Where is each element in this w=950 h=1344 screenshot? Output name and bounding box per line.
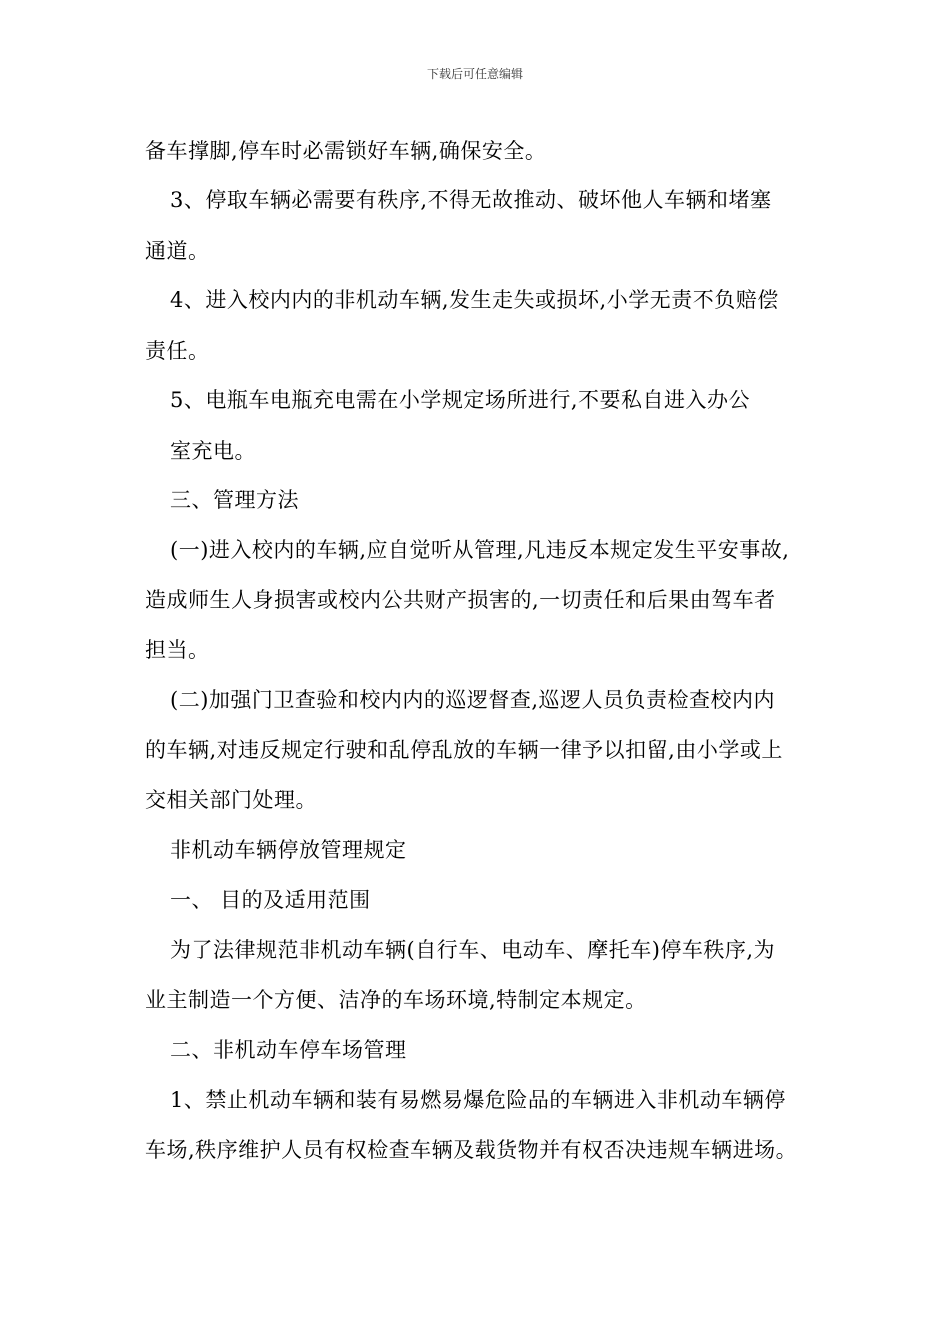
body-line-2: 3、停取车辆必需要有秩序,不得无故推动、破坏他人车辆和堵塞 [170, 188, 772, 212]
body-line-20: 1、禁止机动车辆和装有易燃易爆危险品的车辆进入非机动车辆停 [170, 1088, 786, 1112]
section-heading-management: 三、管理方法 [170, 488, 299, 512]
body-line-14: 交相关部门处理。 [145, 788, 317, 812]
document-title: 非机动车辆停放管理规定 [170, 838, 407, 862]
section-heading-purpose: 一、 目的及适用范围 [170, 888, 371, 912]
body-line-5: 责任。 [145, 339, 210, 363]
body-line-12: (二)加强门卫查验和校内内的巡逻督查,巡逻人员负责检查校内内 [170, 688, 776, 712]
section-heading-parking: 二、非机动车停车场管理 [170, 1038, 407, 1062]
body-line-1: 备车撑脚,停车时必需锁好车辆,确保安全。 [145, 139, 547, 163]
body-line-13: 的车辆,对违反规定行驶和乱停乱放的车辆一律予以扣留,由小学或上 [145, 738, 783, 762]
body-line-10: 造成师生人身损害或校内公共财产损害的,一切责任和后果由驾车者 [145, 588, 776, 612]
body-line-18: 业主制造一个方便、洁净的车场环境,特制定本规定。 [145, 988, 647, 1012]
body-line-11: 担当。 [145, 638, 210, 662]
body-line-4: 4、进入校内内的非机动车辆,发生走失或损坏,小学无责不负赔偿 [170, 288, 779, 312]
body-line-6: 5、电瓶车电瓶充电需在小学规定场所进行,不要私自进入办公 [170, 388, 751, 412]
page-header: 下载后可任意编辑 [426, 67, 523, 81]
body-line-7: 室充电。 [170, 439, 256, 463]
body-line-17: 为了法律规范非机动车辆(自行车、电动车、摩托车)停车秩序,为 [170, 938, 776, 962]
body-line-21: 车场,秩序维护人员有权检查车辆及载货物并有权否决违规车辆进场。 [145, 1138, 798, 1162]
body-line-9: (一)进入校内的车辆,应自觉听从管理,凡违反本规定发生平安事故, [170, 538, 790, 562]
body-line-3: 通道。 [145, 239, 210, 263]
